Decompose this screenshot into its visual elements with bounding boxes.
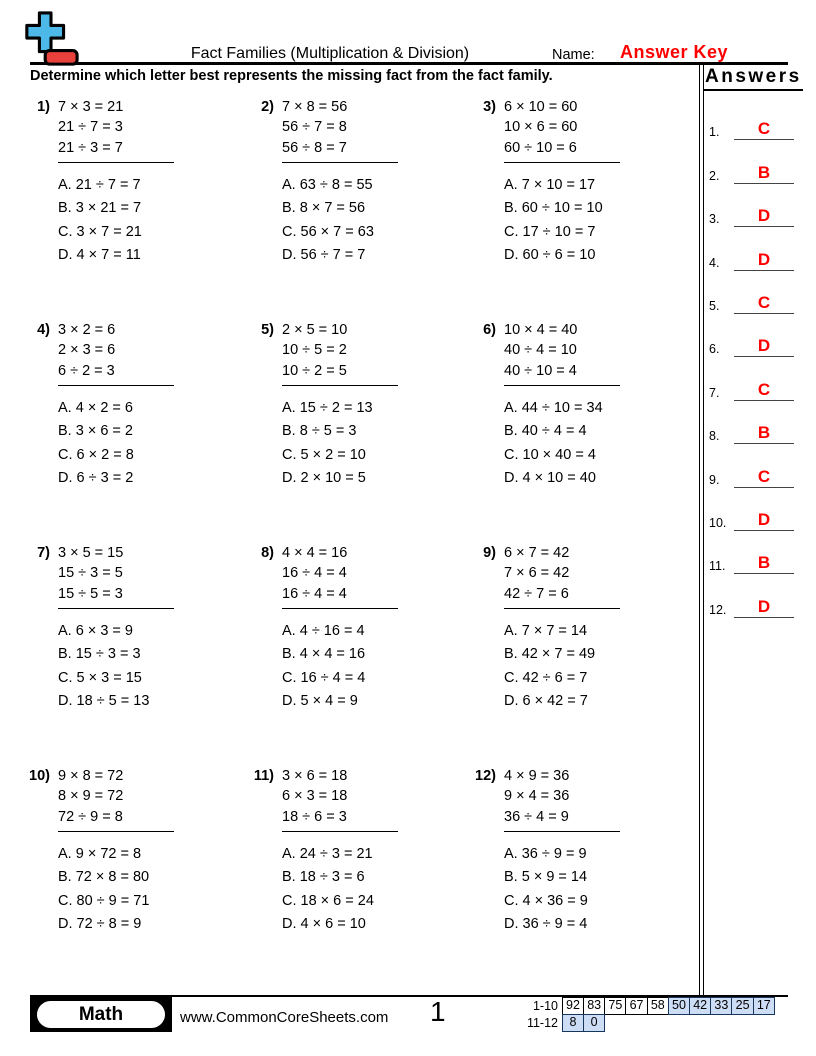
problem <box>24 97 248 320</box>
answer-blank: B <box>734 553 794 574</box>
problem-body <box>58 320 174 543</box>
website-url: www.CommonCoreSheets.com <box>180 1009 389 1026</box>
answer-number: 1. <box>709 125 720 140</box>
choice-line: A. 24 ÷ 3 = 21 <box>282 845 373 862</box>
answer-blank: D <box>734 597 794 618</box>
fact-line: 15 ÷ 5 = 3 <box>58 585 123 602</box>
choices-list <box>58 174 174 268</box>
answer-number: 3. <box>709 212 720 227</box>
choice-line: A. 36 ÷ 9 = 9 <box>504 845 587 862</box>
problem-number: 11) <box>253 768 274 784</box>
answer-number: 2. <box>709 168 720 183</box>
answer-row <box>703 401 815 444</box>
problem <box>470 320 696 543</box>
choice-line: C. 6 × 2 = 8 <box>58 446 134 463</box>
problem <box>248 766 470 989</box>
choices-list <box>282 620 398 714</box>
choice-line: D. 60 ÷ 6 = 10 <box>504 247 596 264</box>
choice-line: D. 2 × 10 = 5 <box>282 470 366 487</box>
choices-list <box>282 843 398 937</box>
choices-list <box>504 843 620 937</box>
problem <box>470 97 696 320</box>
choice-line: C. 4 × 36 = 9 <box>504 892 588 909</box>
choice-line: B. 8 × 7 = 56 <box>282 200 366 217</box>
answer-blank: B <box>734 163 794 184</box>
choice-line: C. 80 ÷ 9 = 71 <box>58 892 150 909</box>
problem-body <box>58 543 174 766</box>
answer-row <box>703 531 815 574</box>
fact-family-underline <box>504 608 620 609</box>
choice-line: D. 5 × 4 = 9 <box>282 693 358 710</box>
choices-list <box>282 397 398 491</box>
choice-line: B. 8 ÷ 5 = 3 <box>282 423 357 440</box>
answer-row <box>703 574 815 617</box>
problem-body <box>282 543 398 766</box>
choice-line: A. 6 × 3 = 9 <box>58 622 133 639</box>
fact-line: 7 × 3 = 21 <box>58 99 124 115</box>
choice-line: D. 4 × 7 = 11 <box>58 247 141 264</box>
score-cell: 42 <box>689 997 712 1015</box>
choice-line: B. 3 × 6 = 2 <box>58 423 133 440</box>
choice-line: B. 4 × 4 = 16 <box>282 646 366 663</box>
choice-line: B. 72 × 8 = 80 <box>58 869 150 886</box>
fact-line: 56 ÷ 8 = 7 <box>282 139 347 156</box>
fact-line: 36 ÷ 4 = 9 <box>504 808 569 825</box>
problem-number: 10) <box>29 768 50 784</box>
score-cell: 25 <box>731 997 754 1015</box>
answer-number: 5. <box>709 298 720 313</box>
problem-body <box>504 766 620 989</box>
choice-line: A. 9 × 72 = 8 <box>58 845 142 862</box>
math-badge-label: Math <box>37 1001 165 1028</box>
answers-panel <box>703 66 815 618</box>
choice-line: C. 3 × 7 = 21 <box>58 223 142 240</box>
score-cell: 75 <box>604 997 627 1015</box>
choice-line: A. 7 × 7 = 14 <box>504 622 588 639</box>
choice-line: B. 42 × 7 = 49 <box>504 646 596 663</box>
answer-blank: C <box>734 467 794 488</box>
problem-number: 3) <box>483 99 496 115</box>
choice-line: B. 18 ÷ 3 = 6 <box>282 869 365 886</box>
answer-key-text: Answer Key <box>620 42 729 62</box>
choices-list <box>504 620 620 714</box>
problem-body <box>504 543 620 766</box>
choice-line: B. 40 ÷ 4 = 4 <box>504 423 587 440</box>
choice-line: A. 44 ÷ 10 = 34 <box>504 399 603 416</box>
score-row <box>516 1014 775 1032</box>
problem-number: 8) <box>261 545 274 561</box>
choice-line: C. 5 × 2 = 10 <box>282 446 366 463</box>
choice-line: D. 72 ÷ 8 = 9 <box>58 916 142 933</box>
score-cell: 17 <box>753 997 776 1015</box>
score-cell: 33 <box>710 997 733 1015</box>
choices-list <box>58 843 174 937</box>
fact-family-underline <box>58 162 174 163</box>
fact-line: 72 ÷ 9 = 8 <box>58 808 123 825</box>
problem-number: 4) <box>37 322 50 338</box>
score-cell: 92 <box>562 997 585 1015</box>
fact-line: 40 ÷ 10 = 4 <box>504 362 577 379</box>
choice-line: C. 16 ÷ 4 = 4 <box>282 669 366 686</box>
problem-body <box>504 97 620 320</box>
page-title: Fact Families (Multiplication & Division) <box>190 45 470 62</box>
answer-blank: D <box>734 250 794 271</box>
answer-row <box>703 271 815 314</box>
choices-list <box>504 397 620 491</box>
choice-line: B. 3 × 21 = 7 <box>58 200 142 217</box>
score-cell: 67 <box>625 997 648 1015</box>
answer-number: 12. <box>709 602 727 617</box>
fact-family-underline <box>58 608 174 609</box>
score-row-label: 1-10 <box>532 999 558 1013</box>
instruction-text: Determine which letter best represents the missing fact from the fact family. <box>30 68 553 84</box>
problem-number: 1) <box>37 99 50 115</box>
choice-line: B. 15 ÷ 3 = 3 <box>58 646 141 663</box>
fact-line: 10 ÷ 2 = 5 <box>282 362 347 379</box>
problem-number: 7) <box>37 545 50 561</box>
choice-line: B. 5 × 9 = 14 <box>504 869 588 886</box>
choice-line: C. 18 × 6 = 24 <box>282 892 374 909</box>
fact-line: 10 ÷ 5 = 2 <box>282 342 347 359</box>
problem <box>24 320 248 543</box>
answer-row <box>703 314 815 357</box>
fact-line: 21 ÷ 3 = 7 <box>58 139 123 156</box>
choice-line: D. 56 ÷ 7 = 7 <box>282 247 366 264</box>
fact-family-underline <box>282 385 398 386</box>
fact-line: 60 ÷ 10 = 6 <box>504 139 577 156</box>
fact-family-underline <box>504 385 620 386</box>
answer-number: 10. <box>709 515 727 530</box>
fact-line: 9 × 4 = 36 <box>504 788 570 805</box>
answer-row <box>703 444 815 487</box>
answer-number: 11. <box>709 559 726 574</box>
answer-row <box>703 140 815 183</box>
problem-number: 12) <box>475 768 496 784</box>
answer-row <box>703 184 815 227</box>
answer-number: 7. <box>709 385 720 400</box>
fact-line: 3 × 5 = 15 <box>58 545 124 561</box>
plus-minus-logo-icon <box>22 9 80 69</box>
problem-body <box>58 97 174 320</box>
choice-line: D. 36 ÷ 9 = 4 <box>504 916 588 933</box>
choices-list <box>282 174 398 268</box>
problem-number: 9) <box>483 545 496 561</box>
fact-family-underline <box>504 162 620 163</box>
math-badge <box>30 997 172 1032</box>
choice-line: A. 15 ÷ 2 = 13 <box>282 399 373 416</box>
problem <box>248 97 470 320</box>
answer-number: 9. <box>709 472 720 487</box>
score-cell: 83 <box>583 997 606 1015</box>
score-row <box>516 997 775 1015</box>
page-number: 1 <box>430 996 446 1027</box>
choices-list <box>58 397 174 491</box>
answer-blank: C <box>734 119 794 140</box>
choice-line: A. 21 ÷ 7 = 7 <box>58 176 141 193</box>
fact-line: 3 × 2 = 6 <box>58 322 116 338</box>
choice-line: B. 60 ÷ 10 = 10 <box>504 200 603 217</box>
problem <box>24 543 248 766</box>
score-row-label: 11-12 <box>526 1015 558 1030</box>
fact-line: 2 × 3 = 6 <box>58 342 116 359</box>
choice-line: C. 56 × 7 = 63 <box>282 223 374 240</box>
choice-line: A. 4 ÷ 16 = 4 <box>282 622 365 639</box>
choice-line: D. 18 ÷ 5 = 13 <box>58 693 150 710</box>
fact-line: 4 × 9 = 36 <box>504 768 570 784</box>
choice-line: C. 5 × 3 = 15 <box>58 669 142 686</box>
answer-row <box>703 227 815 270</box>
fact-line: 2 × 5 = 10 <box>282 322 348 338</box>
problem-body <box>282 766 398 989</box>
answer-row <box>703 488 815 531</box>
answer-blank: C <box>734 380 794 401</box>
problems-grid <box>24 97 700 989</box>
fact-line: 42 ÷ 7 = 6 <box>504 585 569 602</box>
problem-body <box>282 97 398 320</box>
problem <box>470 766 696 989</box>
choice-line: A. 63 ÷ 8 = 55 <box>282 176 373 193</box>
fact-line: 7 × 6 = 42 <box>504 565 570 582</box>
answer-row <box>703 357 815 400</box>
answer-number: 6. <box>709 342 720 357</box>
fact-line: 6 × 10 = 60 <box>504 99 578 115</box>
choices-list <box>58 620 174 714</box>
fact-line: 8 × 9 = 72 <box>58 788 124 805</box>
score-cell: 58 <box>647 997 670 1015</box>
fact-line: 18 ÷ 6 = 3 <box>282 808 347 825</box>
choice-line: D. 6 ÷ 3 = 2 <box>58 470 134 487</box>
fact-line: 16 ÷ 4 = 4 <box>282 585 347 602</box>
answer-row <box>703 97 815 140</box>
answer-blank: D <box>734 206 794 227</box>
fact-line: 6 ÷ 2 = 3 <box>58 362 115 379</box>
answers-list <box>703 97 815 618</box>
fact-family-underline <box>282 831 398 832</box>
answer-number: 8. <box>709 429 720 444</box>
fact-line: 7 × 8 = 56 <box>282 99 348 115</box>
score-cell: 8 <box>562 1014 585 1032</box>
answer-blank: D <box>734 510 794 531</box>
fact-line: 6 × 3 = 18 <box>282 788 348 805</box>
choice-line: D. 4 × 10 = 40 <box>504 470 596 487</box>
problem-number: 6) <box>483 322 496 338</box>
fact-line: 56 ÷ 7 = 8 <box>282 119 347 136</box>
choice-line: D. 4 × 6 = 10 <box>282 916 366 933</box>
choices-list <box>504 174 620 268</box>
fact-line: 4 × 4 = 16 <box>282 545 348 561</box>
problem-body <box>504 320 620 543</box>
choice-line: C. 10 × 40 = 4 <box>504 446 596 463</box>
answer-blank: D <box>734 336 794 357</box>
problem <box>470 543 696 766</box>
fact-line: 15 ÷ 3 = 5 <box>58 565 123 582</box>
choice-line: C. 17 ÷ 10 = 7 <box>504 223 596 240</box>
fact-family-underline <box>58 385 174 386</box>
choice-line: D. 6 × 42 = 7 <box>504 693 588 710</box>
answer-number: 4. <box>709 255 720 270</box>
score-table <box>516 997 775 1032</box>
problem-number: 5) <box>261 322 274 338</box>
problem-number: 2) <box>261 99 274 115</box>
problem <box>248 543 470 766</box>
fact-line: 40 ÷ 4 = 10 <box>504 342 577 359</box>
fact-line: 10 × 4 = 40 <box>504 322 578 338</box>
fact-line: 6 × 7 = 42 <box>504 545 570 561</box>
answers-panel-title: Answers <box>703 66 803 91</box>
name-label: Name: <box>552 47 595 63</box>
fact-family-underline <box>282 162 398 163</box>
problem-body <box>58 766 174 989</box>
fact-line: 16 ÷ 4 = 4 <box>282 565 347 582</box>
choice-line: A. 7 × 10 = 17 <box>504 176 596 193</box>
fact-family-underline <box>58 831 174 832</box>
fact-line: 3 × 6 = 18 <box>282 768 348 784</box>
answer-blank: C <box>734 293 794 314</box>
problem-body <box>282 320 398 543</box>
choice-line: C. 42 ÷ 6 = 7 <box>504 669 588 686</box>
problem <box>24 766 248 989</box>
fact-line: 9 × 8 = 72 <box>58 768 124 784</box>
problem <box>248 320 470 543</box>
score-cell: 50 <box>668 997 691 1015</box>
fact-line: 21 ÷ 7 = 3 <box>58 119 123 136</box>
answer-blank: B <box>734 423 794 444</box>
fact-family-underline <box>282 608 398 609</box>
score-cell: 0 <box>583 1014 606 1032</box>
choice-line: A. 4 × 2 = 6 <box>58 399 133 416</box>
fact-family-underline <box>504 831 620 832</box>
fact-line: 10 × 6 = 60 <box>504 119 578 136</box>
